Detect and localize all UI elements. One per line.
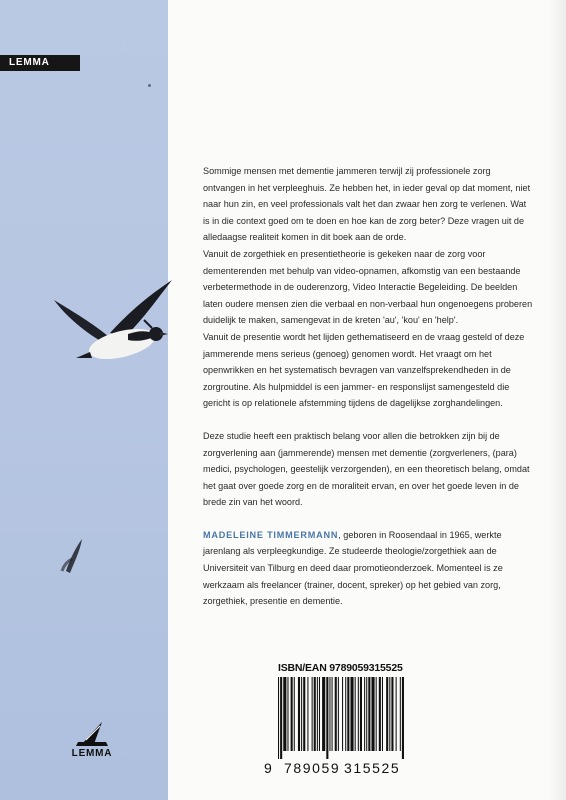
isbn-label: ISBN/EAN 9789059315525 <box>278 662 403 674</box>
page-edge-shadow <box>548 0 566 800</box>
blurb-paragraph-4: Deze studie heeft een praktisch belang voor allen die betrokken zijn bij de zorgverlening aan (jammerende) mensen met dementie (zorgverleners, (para) medici, psychologen, geestelijk verzorgenden), en een theoretisch belang, omdat het gaat over goede zorg en de moraliteit ervan, en over het goede leven in de brede zin van het woord. <box>203 430 530 508</box>
spacer <box>203 412 533 428</box>
barcode-bars <box>276 677 406 759</box>
isbn-barcode <box>264 660 414 780</box>
blurb-paragraph-1: Sommige mensen met dementie jammeren terwijl zij professionele zorg ontvangen in het verpleeghuis. Ze hebben het, in ieder geval op dat moment, niet naar hun zin, en veel professionals valt het dan zwaar hen zorg te verlenen. Wat is in die context goed om te doen en hoe kan de zorg beter? Deze vragen uit de alledaagse realiteit komen in dit boek aan de orde. <box>203 166 531 243</box>
author-bio <box>203 527 533 610</box>
back-cover-text <box>203 163 533 610</box>
author-bio-text: , geboren in Roosendaal in 1965, werkte jarenlang als verpleegkundige. Ze studeerde theologie/zorgethiek aan de Universiteit van Tilburg en deed daar promotieonderzoek. Momenteel is ze werkzaam als freelancer (trainer, docent, spreker) op het gebied van zorg, zorgethiek, presentie en dementie. <box>203 529 503 607</box>
blurred-bird-photo <box>52 535 88 575</box>
spacer <box>203 511 533 527</box>
publisher-logo-bottom <box>62 718 122 766</box>
barcode-digit-first: 9 <box>264 760 272 776</box>
blurb-paragraph-3: Vanuit de presentie wordt het lijden gethematiseerd en de vraag gesteld of deze jammerende mens serieus (genoeg) genomen wordt. Het vraagt om het openwrikken en het systematisch bevragen van vanzelfsprekendheden in de zorgroutine. Als hulpmiddel is een jammer- en responslijst samengesteld die gericht is op relationele afstemming tijdens de dagelijkse zorghandelingen. <box>203 331 525 409</box>
publisher-logo-bottom-text: LEMMA <box>71 748 113 759</box>
publisher-logo-top: LEMMA <box>0 55 80 71</box>
blurb-paragraph-2: Vanuit de zorgethiek en presentietheorie is gekeken naar de zorg voor dementerenden met behulp van video-opnamen, afkomstig van een bestaande verbetermethode in de ouderenzorg, Video Interactie Begeleiding. De beelden laten oudere mensen zien die verbaal en non-verbaal hun ongenoegens proberen duidelijk te maken, samengevat in de kreten 'au', 'kou' en 'help'. <box>203 248 533 326</box>
barcode-digits-right: 315525 <box>344 760 401 776</box>
sky-photo-background <box>0 0 168 800</box>
barcode-digits-left: 789059 <box>284 760 341 776</box>
lemma-book-icon <box>62 718 122 748</box>
lapwing-bird-photo <box>48 278 178 388</box>
distant-bird <box>148 84 151 87</box>
author-name: MADELEINE TIMMERMANN <box>203 529 339 540</box>
